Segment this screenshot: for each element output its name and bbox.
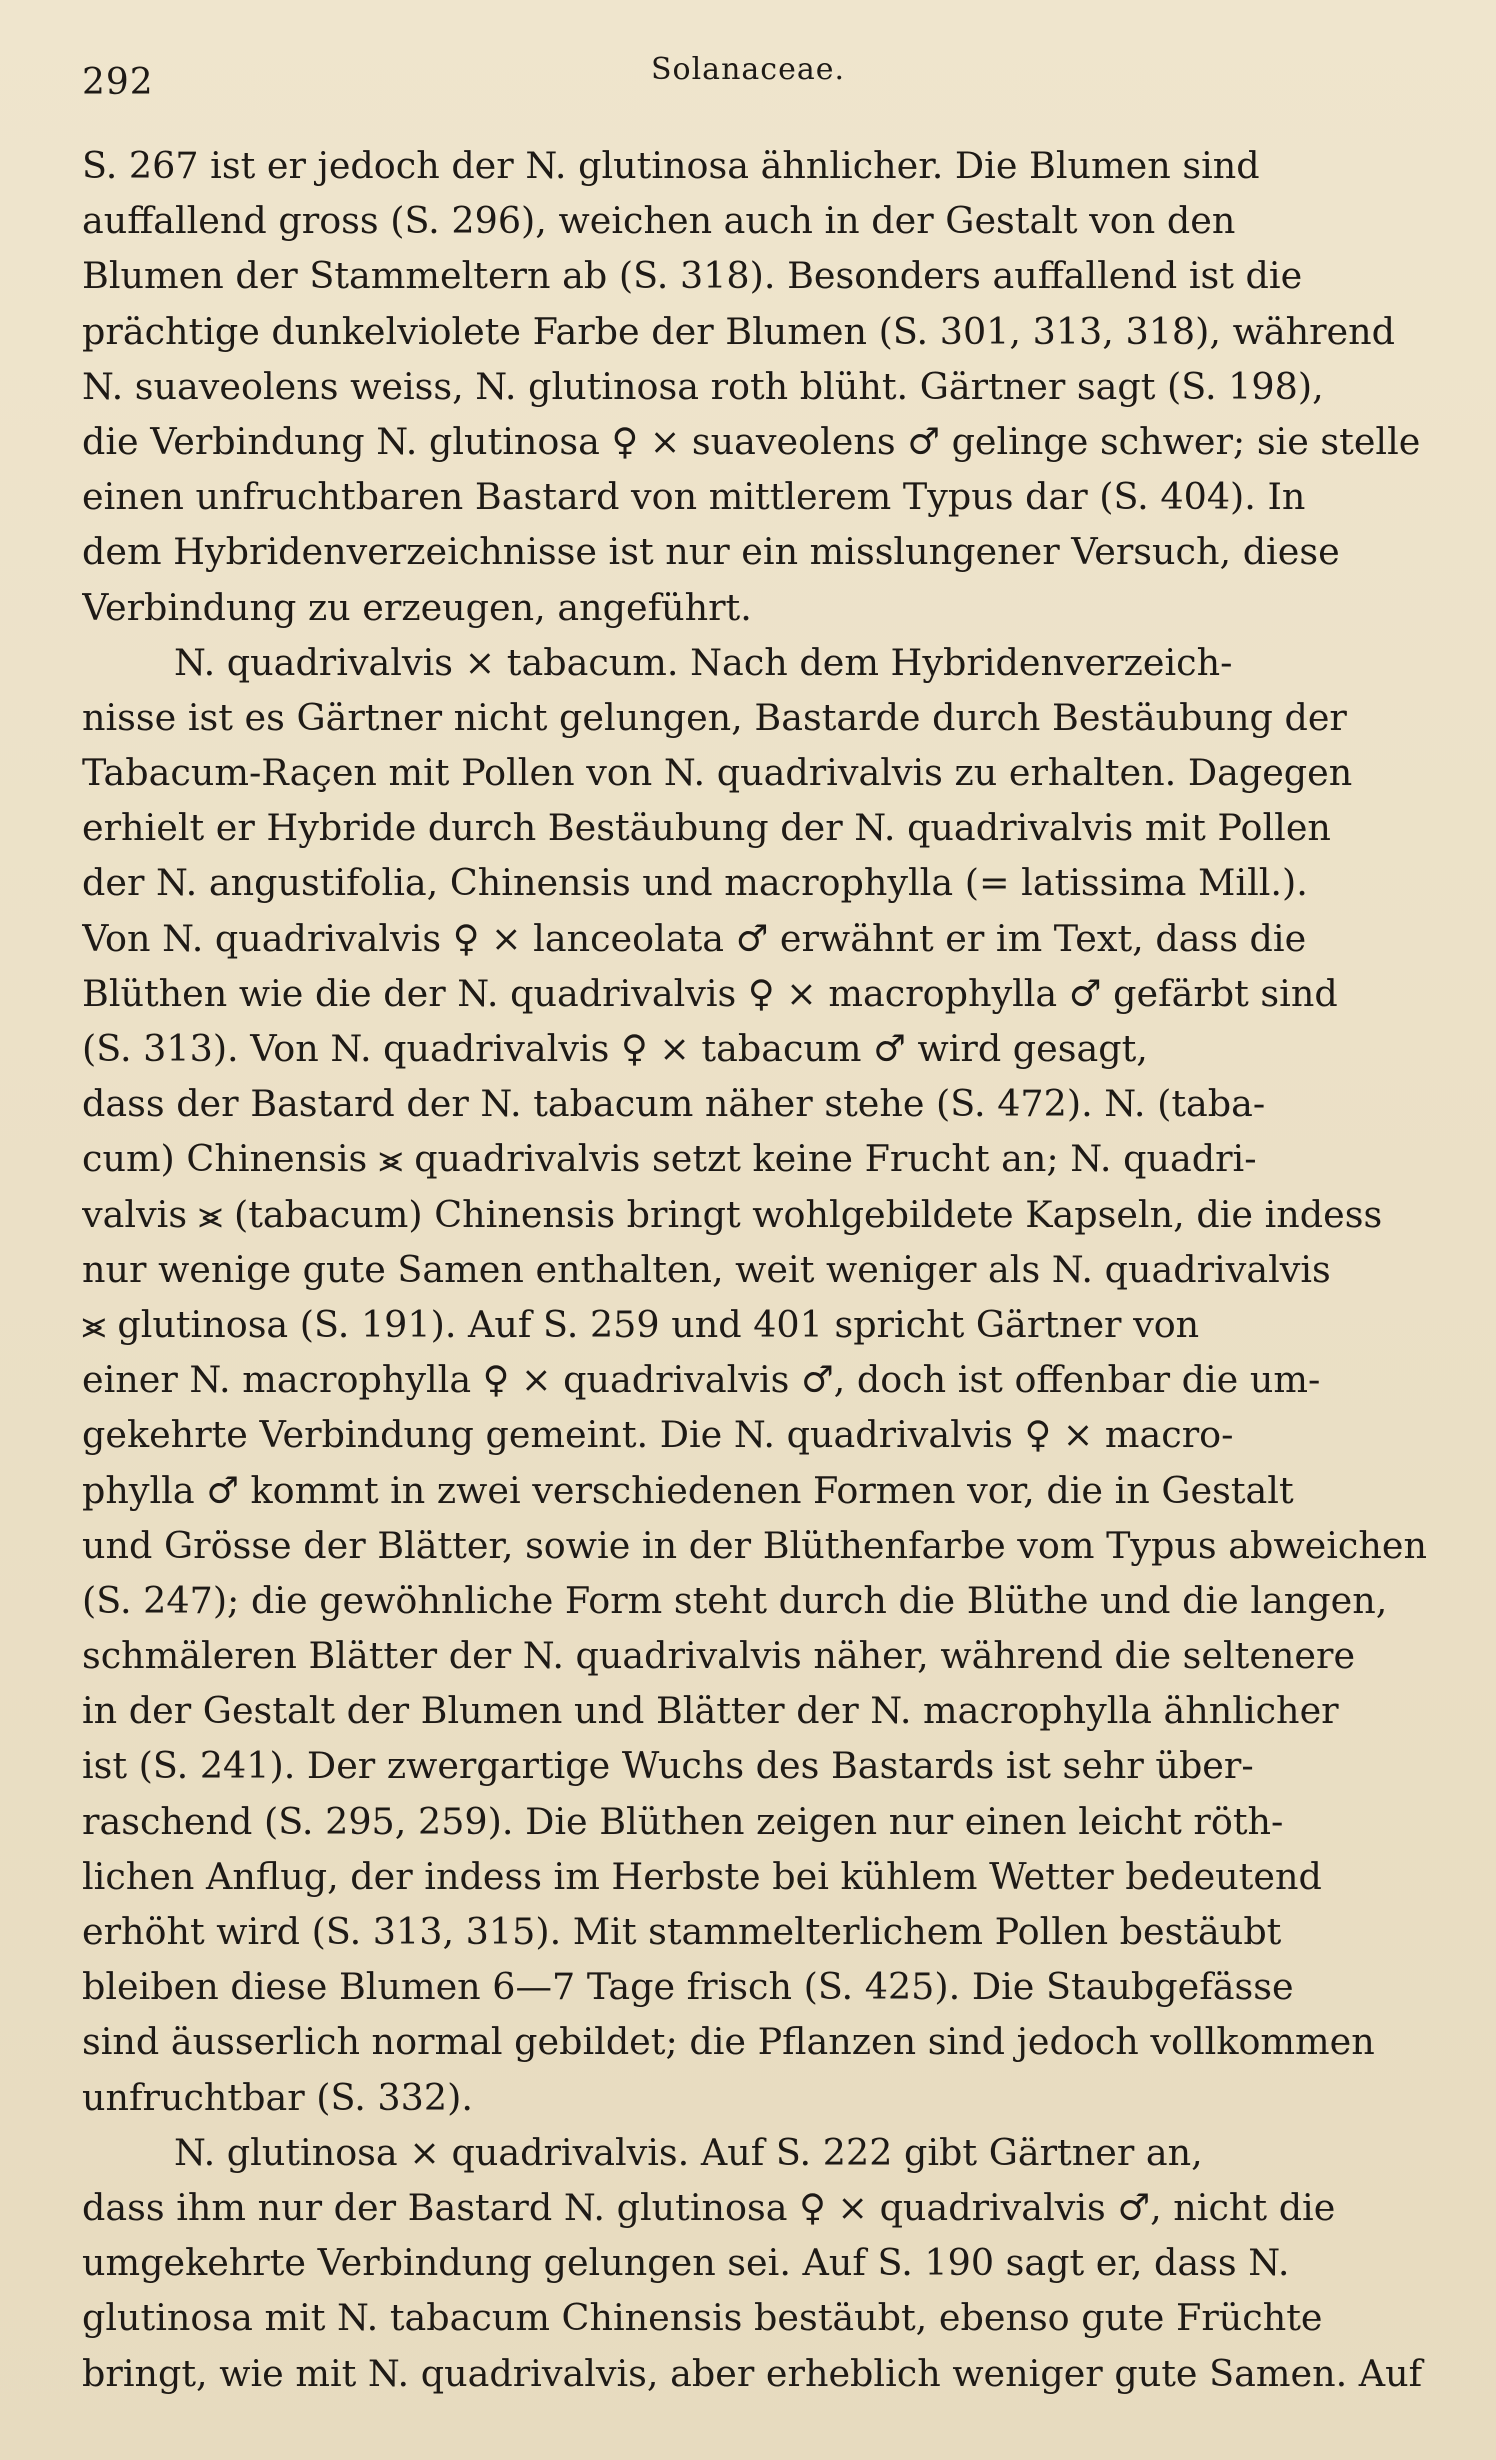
text-line: Blüthen wie die der N. quadrivalvis ♀ × macrophylla ♂ gefärbt sind bbox=[82, 971, 1338, 1015]
paragraph-1 bbox=[82, 138, 1462, 635]
text-line: Blumen der Stammeltern ab (S. 318). Besonders auffallend ist die bbox=[82, 254, 1303, 298]
text-line: raschend (S. 295, 259). Die Blüthen zeigen nur einen leicht röth- bbox=[82, 1799, 1284, 1843]
text-line: Von N. quadrivalvis ♀ × lanceolata ♂ erwähnt er im Text, dass die bbox=[82, 916, 1307, 960]
running-head: Solanaceae. bbox=[650, 52, 846, 87]
text-line: in der Gestalt der Blumen und Blätter der N. macrophylla ähnlicher bbox=[82, 1689, 1339, 1733]
text-line: dass der Bastard der N. tabacum näher stehe (S. 472). N. (taba- bbox=[82, 1082, 1266, 1126]
text-line: der N. angustifolia, Chinensis und macrophylla (= latissima Mill.). bbox=[82, 861, 1308, 905]
text-line: gekehrte Verbindung gemeint. Die N. quadrivalvis ♀ × macro- bbox=[82, 1413, 1234, 1457]
text-line: glutinosa mit N. tabacum Chinensis bestäubt, ebenso gute Früchte bbox=[82, 2296, 1323, 2340]
text-line: unfruchtbar (S. 332). bbox=[82, 2075, 473, 2119]
page-number: 292 bbox=[82, 62, 154, 103]
text-line: auffallend gross (S. 296), weichen auch in der Gestalt von den bbox=[82, 199, 1236, 243]
text-line: schmäleren Blätter der N. quadrivalvis näher, während die seltenere bbox=[82, 1634, 1356, 1678]
text-line: einer N. macrophylla ♀ × quadrivalvis ♂, doch ist offenbar die um- bbox=[82, 1358, 1321, 1402]
text-line: valvis ⪤ (tabacum) Chinensis bringt wohlgebildete Kapseln, die indess bbox=[82, 1192, 1383, 1236]
text-line: dem Hybridenverzeichnisse ist nur ein misslungener Versuch, diese bbox=[82, 530, 1340, 574]
paragraph-3 bbox=[82, 2125, 1462, 2401]
text-line: prächtige dunkelviolete Farbe der Blumen (S. 301, 313, 318), während bbox=[82, 309, 1396, 353]
text-line: bleiben diese Blumen 6—7 Tage frisch (S. 425). Die Staubgefässe bbox=[82, 1965, 1294, 2009]
text-line: bringt, wie mit N. quadrivalvis, aber erheblich weniger gute Samen. Auf bbox=[82, 2351, 1423, 2395]
text-line: nur wenige gute Samen enthalten, weit weniger als N. quadrivalvis bbox=[82, 1247, 1331, 1291]
text-line: und Grösse der Blätter, sowie in der Blüthenfarbe vom Typus abweichen bbox=[82, 1523, 1427, 1567]
text-line: ist (S. 241). Der zwergartige Wuchs des Bastards ist sehr über- bbox=[82, 1744, 1254, 1788]
text-line: S. 267 ist er jedoch der N. glutinosa ähnlicher. Die Blumen sind bbox=[82, 144, 1260, 187]
text-line: N. suaveolens weiss, N. glutinosa roth blüht. Gärtner sagt (S. 198), bbox=[82, 364, 1324, 408]
text-line: sind äusserlich normal gebildet; die Pflanzen sind jedoch vollkommen bbox=[82, 2020, 1375, 2064]
text-line: ⪤ glutinosa (S. 191). Auf S. 259 und 401 spricht Gärtner von bbox=[82, 1302, 1200, 1346]
text-line: erhöht wird (S. 313, 315). Mit stammelterlichem Pollen bestäubt bbox=[82, 1910, 1282, 1953]
text-line: erhielt er Hybride durch Bestäubung der N. quadrivalvis mit Pollen bbox=[82, 806, 1331, 850]
text-line: lichen Anflug, der indess im Herbste bei kühlem Wetter bedeutend bbox=[82, 1854, 1322, 1898]
text-line: nisse ist es Gärtner nicht gelungen, Bastarde durch Bestäubung der bbox=[82, 695, 1347, 739]
text-line: phylla ♂ kommt in zwei verschiedenen Formen vor, die in Gestalt bbox=[82, 1468, 1294, 1512]
text-line: N. quadrivalvis × tabacum. Nach dem Hybridenverzeich- bbox=[174, 640, 1233, 684]
text-line: (S. 247); die gewöhnliche Form steht durch die Blüthe und die langen, bbox=[82, 1578, 1388, 1622]
text-line: umgekehrte Verbindung gelungen sei. Auf S. 190 sagt er, dass N. bbox=[82, 2241, 1290, 2285]
text-line: Verbindung zu erzeugen, angeführt. bbox=[82, 585, 752, 629]
text-line: N. glutinosa × quadrivalvis. Auf S. 222 gibt Gärtner an, bbox=[174, 2130, 1203, 2174]
text-line: cum) Chinensis ⪤ quadrivalvis setzt keine Frucht an; N. quadri- bbox=[82, 1137, 1257, 1181]
text-line: Tabacum-Raçen mit Pollen von N. quadrivalvis zu erhalten. Dagegen bbox=[82, 751, 1353, 795]
text-line: einen unfruchtbaren Bastard von mittlerem Typus dar (S. 404). In bbox=[82, 475, 1306, 519]
body-text bbox=[82, 138, 1462, 2401]
paragraph-2 bbox=[82, 635, 1462, 2125]
text-line: dass ihm nur der Bastard N. glutinosa ♀ × quadrivalvis ♂, nicht die bbox=[82, 2185, 1336, 2229]
text-line: die Verbindung N. glutinosa ♀ × suaveolens ♂ gelinge schwer; sie stelle bbox=[82, 419, 1421, 463]
text-line: (S. 313). Von N. quadrivalvis ♀ × tabacum ♂ wird gesagt, bbox=[82, 1027, 1148, 1070]
